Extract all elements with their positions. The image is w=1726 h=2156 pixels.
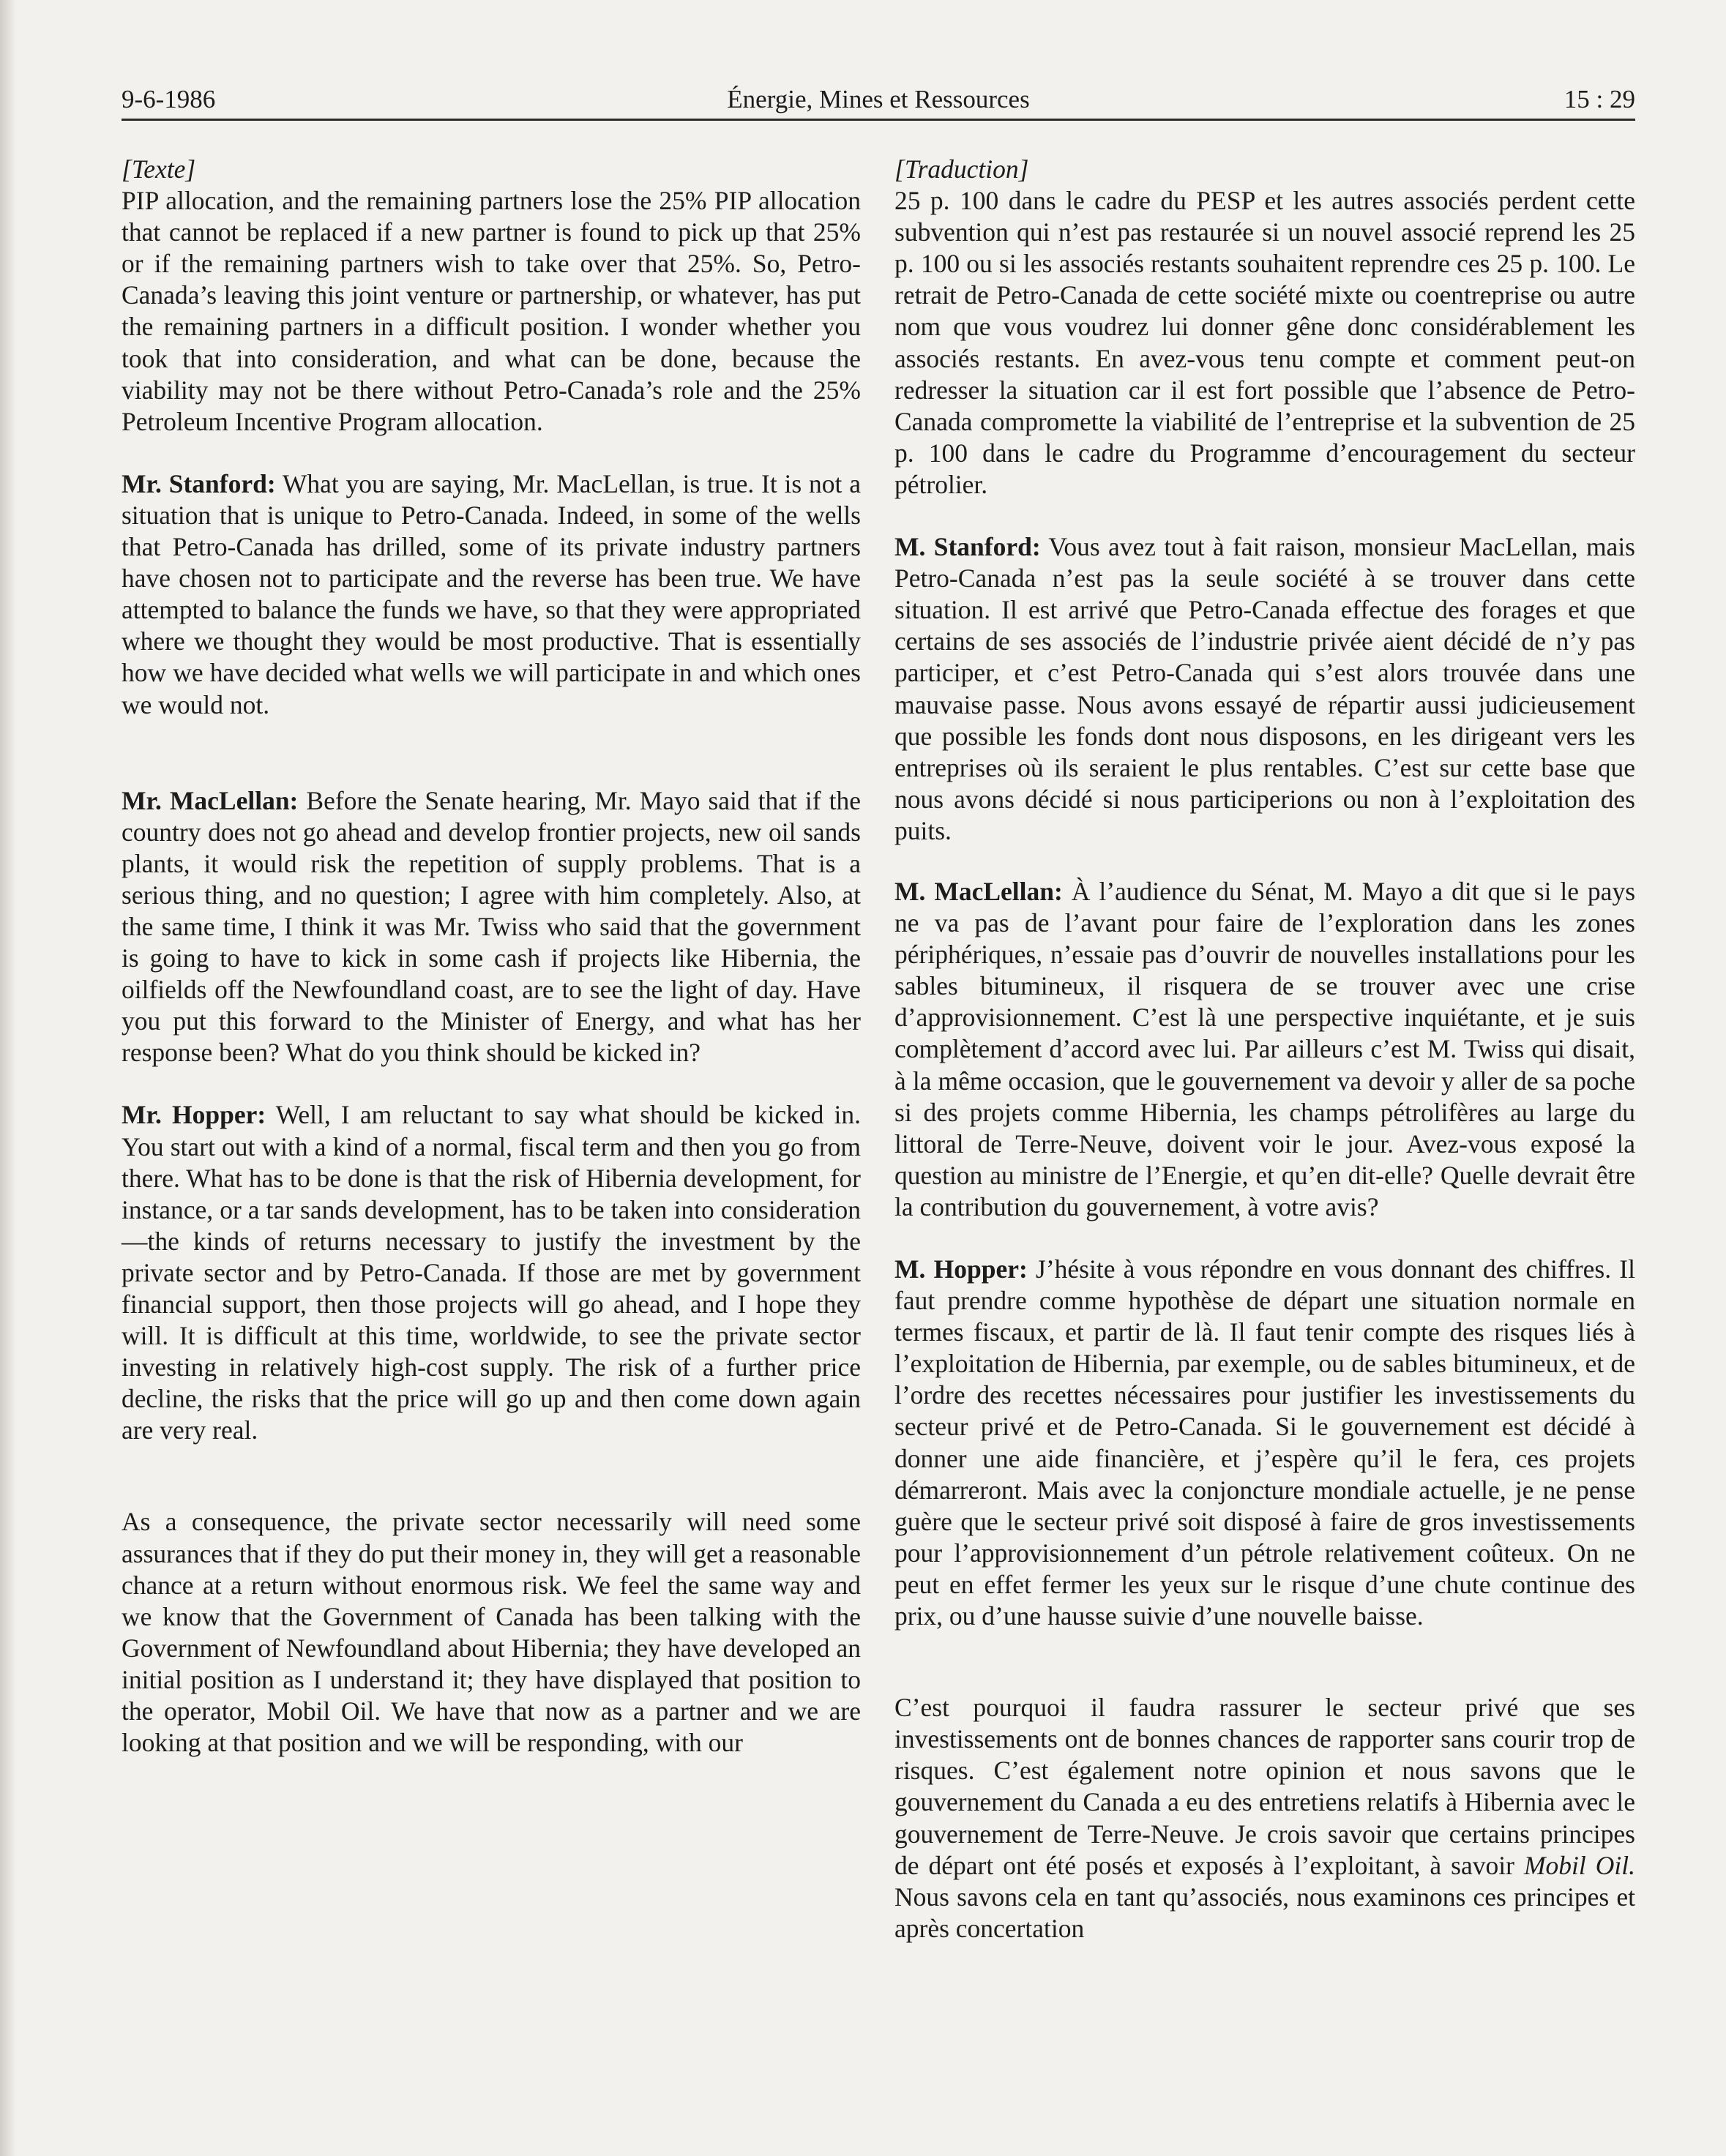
- header-rule: [122, 119, 1635, 121]
- english-column: [122, 154, 861, 1759]
- speaker-name: M. MacLellan:: [894, 876, 1063, 906]
- speaker-name: M. Hopper:: [894, 1254, 1028, 1284]
- paragraph-text: À l’audience du Sénat, M. Mayo a dit que si le pays ne va pas de l’avant pour faire de l’exploration dans les zones périphériques, n’essaie pas d’ouvrir de nouvelles installations pour les sables bitumineux, il risquera de se trouver avec une crise d’approvisionnement. C’est là une perspective inquiétante, et je suis complètement d’accord avec lui. Par ailleurs c’est M. Twiss qui disait, à la même occasion, que le gouvernement va devoir y aller de sa poche si des projets comme Hibernia, les champs pétrolifères au large du littoral de Terre-Neuve, doivent voir le jour. Avez-vous exposé la question au ministre de l’Energie, et qu’en dit-elle? Quelle devrait être la contribution du gouvernement, à votre avis?: [894, 876, 1636, 1221]
- speaker-name: M. Stanford:: [894, 532, 1041, 562]
- paragraph-text: Nous savons cela en tant qu’associés, nous examinons ces principes et après concertation: [894, 1882, 1635, 1943]
- column-language-tag: [Traduction]: [894, 154, 1029, 184]
- page-fold-shadow: [0, 0, 16, 2156]
- paragraph-text: What you are saying, Mr. MacLellan, is true. It is not a situation that is unique to Petro-Canada. Indeed, in some of the wells that Petro-Canada has drilled, some of its private industry partners have chosen not to participate and the reverse has been true. We have attempted to balance the funds we have, so that they were appropriated where we thought they would be most productive. That is essentially how we have decided what wells we will participate in and which ones we would not.: [122, 468, 861, 719]
- speaker-name: Mr. Hopper:: [122, 1100, 266, 1130]
- paragraph: [894, 1692, 1635, 1944]
- paragraph: [894, 185, 1635, 501]
- speaker-paragraph: [122, 785, 861, 1069]
- french-column: [894, 154, 1635, 1944]
- speaker-paragraph: [122, 1099, 861, 1446]
- header-title: Énergie, Mines et Ressources: [727, 85, 1030, 113]
- speaker-paragraph: [122, 468, 861, 721]
- header-date: 9-6-1986: [122, 85, 216, 113]
- paragraph-text: J’hésite à vous répondre en vous donnant des chiffres. Il faut prendre comme hypothèse de départ une situation normale en termes fiscaux, et partir de là. Il faut tenir compte des risques liés à l’exploitation de Hibernia, par exemple, ou de sables bitumineux, et de l’ordre des recettes nécessaires pour justifier les investissements du secteur privé et de Petro-Canada. Si le gouvernement est décidé à donner une aide financière, et j’espère qu’il le fera, ces projets démarreront. Mais avec la conjoncture mondiale actuelle, je ne pense guère que le secteur privé soit disposé à faire de gros investissements pour l’approvisionnement d’un pétrole relativement coûteux. On ne peut en effet fermer les yeux sur le risque d’une chute continue des prix, ou d’une hausse suivie d’une nouvelle baisse.: [894, 1254, 1635, 1631]
- speaker-paragraph: [894, 531, 1635, 847]
- paragraph-text: 25 p. 100 dans le cadre du PESP et les autres associés perdent cette subvention qui n’est pas restaurée si un nouvel associé reprend les 25 p. 100 ou si les associés restants souhaitent reprendre ces 25 p. 100. Le retrait de Petro-Canada de cette société mixte ou coentreprise ou autre nom que vous voudrez lui donner gêne donc considérablement les associés restants. En avez-vous tenu compte et comment peut-on redresser la situation car il est fort possible que l’absence de Petro-Canada compromette la viabilité de l’entreprise et la subvention de 25 p. 100 dans le cadre du Programme d’encouragement du secteur pétrolier.: [894, 186, 1635, 499]
- speaker-paragraph: [894, 876, 1635, 1223]
- paragraph: [122, 1506, 861, 1759]
- page-header: [122, 82, 1635, 117]
- speaker-name: Mr. MacLellan:: [122, 785, 299, 815]
- paragraph-text: Well, I am reluctant to say what should be kicked in. You start out with a kind of a normal, fiscal term and then you go from there. What has to be done is that the risk of Hibernia development, for instance, or a tar sands development, has to be taken into consideration—the kinds of returns necessary to justify the investment by the private sector and by Petro-Canada. If those are met by government financial support, then those projects will go ahead, and I hope they will. It is difficult at this time, worldwide, to see the private sector investing in relatively high-cost supply. The risk of a further price decline, the risks that the price will go up and then come down again are very real.: [122, 1100, 861, 1445]
- paragraph-text: Before the Senate hearing, Mr. Mayo said that if the country does not go ahead and develop frontier projects, new oil sands plants, it would risk the repetition of supply problems. That is a serious thing, and no question; I agree with him completely. Also, at the same time, I think it was Mr. Twiss who said that the government is going to have to kick in some cash if projects like Hibernia, the oilfields off the Newfoundland coast, are to see the light of day. Have you put this forward to the Minister of Energy, and what has her response been? What do you think should be kicked in?: [122, 785, 861, 1068]
- header-page-number: 15 : 29: [1564, 85, 1635, 113]
- paragraph-text: As a consequence, the private sector necessarily will need some assurances that if they do put their money in, they will get a reasonable chance at a return without enormous risk. We feel the same way and we know that the Government of Canada has been talking with the Government of Newfoundland about Hibernia; they have developed an initial position as I understand it; they have displayed that position to the operator, Mobil Oil. We have that now as a partner and we are looking at that position and we will be responding, with our: [122, 1507, 861, 1758]
- column-language-tag: [Texte]: [122, 154, 196, 184]
- paragraph-text: Vous avez tout à fait raison, monsieur MacLellan, mais Petro-Canada n’est pas la seule société à se trouver dans cette situation. Il est arrivé que Petro-Canada effectue des forages et que certains de ses associés de l’industrie privée aient décidé de n’y pas participer, et c’est Petro-Canada qui s’est alors trouvée dans une mauvaise passe. Nous avons essayé de répartir aussi judicieusement que possible les fonds dont nous disposons, en les dirigeant vers les entreprises où ils seraient le plus rentables. C’est sur cette base que nous avons décidé si nous participerions ou non à l’exploitation des puits.: [894, 532, 1635, 845]
- emphasis-text: Mobil Oil.: [1523, 1850, 1635, 1880]
- paragraph-text: C’est pourquoi il faudra rassurer le secteur privé que ses investissements ont de bonnes chances de rapporter sans courir trop de risques. C’est également notre opinion et nous savons que le gouvernement du Canada a eu des entretiens relatifs à Hibernia avec le gouvernement de Terre-Neuve. Je crois savoir que certains principes de départ ont été posés et exposés à l’exploitant, à savoir: [894, 1693, 1635, 1880]
- paragraph-text: PIP allocation, and the remaining partners lose the 25% PIP allocation that cannot be replaced if a new partner is found to pick up that 25% or if the remaining partners wish to take over that 25%. So, Petro-Canada’s leaving this joint venture or partnership, or whatever, has put the remaining partners in a difficult position. I wonder whether you took that into consideration, and what can be done, because the viability may not be there without Petro-Canada’s role and the 25% Petroleum Incentive Program allocation.: [122, 186, 861, 436]
- speaker-name: Mr. Stanford:: [122, 468, 276, 498]
- speaker-paragraph: [894, 1254, 1635, 1632]
- paragraph: [122, 185, 861, 438]
